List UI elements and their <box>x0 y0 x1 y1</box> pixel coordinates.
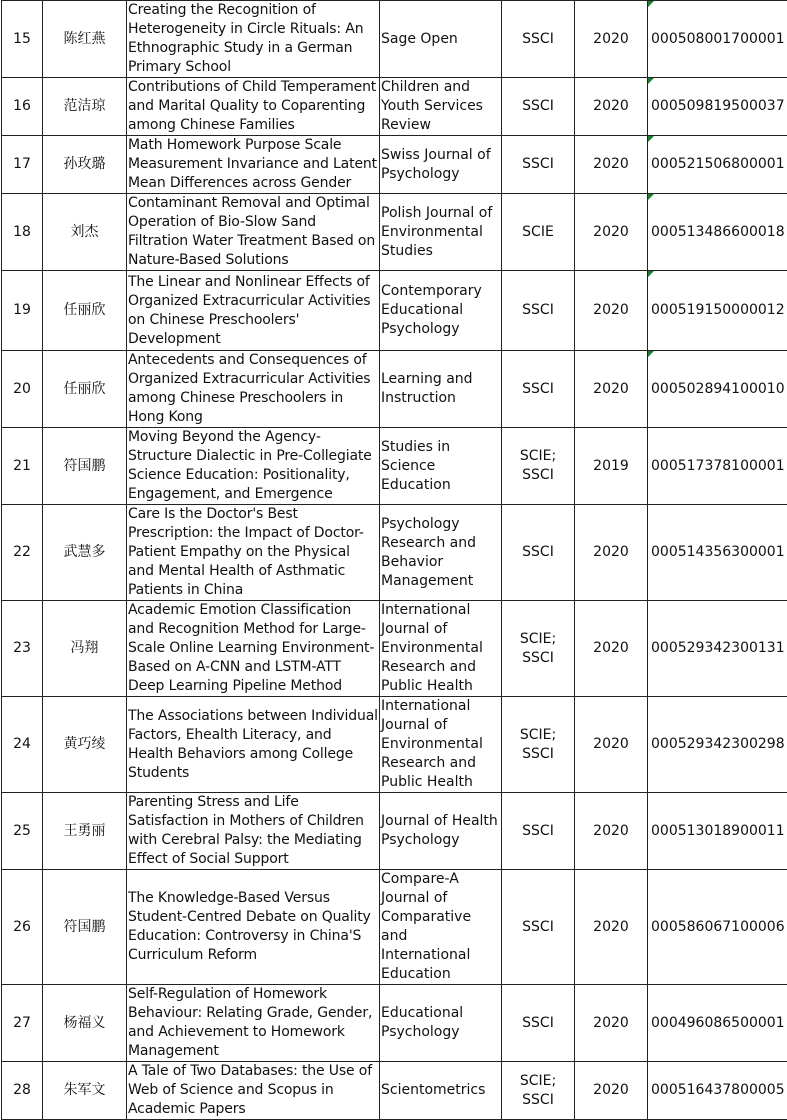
index-type: SCIE; SSCI <box>502 1062 575 1120</box>
row-number: 24 <box>2 697 43 793</box>
author-name: 黄巧绫 <box>43 697 127 793</box>
paper-title: Contributions of Child Temperament and Marital Quality to Coparenting among Chinese Families <box>127 78 380 136</box>
index-type: SCIE; SSCI <box>502 697 575 793</box>
journal-name: Sage Open <box>380 1 502 78</box>
row-number: 22 <box>2 505 43 601</box>
comment-indicator-icon <box>648 194 654 200</box>
accession-number: 000513486600018 <box>651 223 787 242</box>
index-type: SSCI <box>502 985 575 1062</box>
author-name: 刘杰 <box>43 194 127 271</box>
accession-number: 000514356300001 <box>651 543 787 562</box>
comment-indicator-icon <box>648 78 654 84</box>
index-type: SSCI <box>502 78 575 136</box>
author-name: 朱军文 <box>43 1062 127 1120</box>
accession-number: 000529342300131 <box>651 639 787 658</box>
author-name: 孙玫璐 <box>43 136 127 194</box>
accession-cell <box>648 136 787 194</box>
table-row <box>2 351 787 428</box>
index-type: SCIE; SSCI <box>502 601 575 697</box>
paper-title: Antecedents and Consequences of Organized Extracurricular Activities among Chinese Preschoolers in Hong Kong <box>127 351 380 428</box>
paper-title: The Knowledge-Based Versus Student-Centred Debate on Quality Education: Controversy in China'S Curriculum Reform <box>127 870 380 985</box>
publication-year: 2020 <box>575 271 648 351</box>
author-name: 符国鹏 <box>43 870 127 985</box>
table-row <box>2 428 787 505</box>
publication-year: 2020 <box>575 194 648 271</box>
accession-number: 000519150000012 <box>651 301 787 320</box>
row-number: 15 <box>2 1 43 78</box>
journal-name: Compare-A Journal of Comparative and International Education <box>380 870 502 985</box>
publication-year: 2020 <box>575 1 648 78</box>
paper-title: The Linear and Nonlinear Effects of Organized Extracurricular Activities on Chinese Preschoolers' Development <box>127 271 380 351</box>
accession-number: 000517378100001 <box>651 457 787 476</box>
row-number: 18 <box>2 194 43 271</box>
table-row <box>2 601 787 697</box>
author-name: 任丽欣 <box>43 351 127 428</box>
accession-cell <box>648 601 787 697</box>
row-number: 20 <box>2 351 43 428</box>
author-name: 任丽欣 <box>43 271 127 351</box>
row-number: 28 <box>2 1062 43 1120</box>
comment-indicator-icon <box>648 1 654 7</box>
accession-cell <box>648 428 787 505</box>
journal-name: Learning and Instruction <box>380 351 502 428</box>
author-name: 陈红燕 <box>43 1 127 78</box>
paper-title: Moving Beyond the Agency-Structure Dialectic in Pre-Collegiate Science Education: Positionality, Engagement, and Emergence <box>127 428 380 505</box>
row-number: 25 <box>2 793 43 870</box>
accession-cell <box>648 78 787 136</box>
index-type: SSCI <box>502 351 575 428</box>
table-row <box>2 1 787 78</box>
row-number: 19 <box>2 271 43 351</box>
journal-name: Scientometrics <box>380 1062 502 1120</box>
table-row <box>2 697 787 793</box>
publication-year: 2020 <box>575 136 648 194</box>
journal-name: International Journal of Environmental Research and Public Health <box>380 697 502 793</box>
comment-indicator-icon <box>648 351 654 357</box>
paper-title: The Associations between Individual Factors, Ehealth Literacy, and Health Behaviors among College Students <box>127 697 380 793</box>
table-row <box>2 505 787 601</box>
journal-name: Polish Journal of Environmental Studies <box>380 194 502 271</box>
paper-title: Math Homework Purpose Scale Measurement Invariance and Latent Mean Differences across Gender <box>127 136 380 194</box>
accession-number: 000508001700001 <box>651 30 787 49</box>
table-row <box>2 793 787 870</box>
accession-cell <box>648 1062 787 1120</box>
publication-year: 2020 <box>575 697 648 793</box>
index-type: SSCI <box>502 870 575 985</box>
index-type: SSCI <box>502 271 575 351</box>
journal-name: Studies in Science Education <box>380 428 502 505</box>
row-number: 16 <box>2 78 43 136</box>
journal-name: Swiss Journal of Psychology <box>380 136 502 194</box>
accession-cell <box>648 351 787 428</box>
row-number: 26 <box>2 870 43 985</box>
publication-year: 2020 <box>575 601 648 697</box>
accession-cell <box>648 505 787 601</box>
row-number: 23 <box>2 601 43 697</box>
publication-year: 2020 <box>575 78 648 136</box>
paper-title: Contaminant Removal and Optimal Operation of Bio-Slow Sand Filtration Water Treatment Based on Nature-Based Solutions <box>127 194 380 271</box>
accession-number: 000516437800005 <box>651 1081 787 1100</box>
accession-cell <box>648 870 787 985</box>
row-number: 21 <box>2 428 43 505</box>
accession-number: 000586067100006 <box>651 918 787 937</box>
author-name: 符国鹏 <box>43 428 127 505</box>
index-type: SSCI <box>502 505 575 601</box>
accession-number: 000513018900011 <box>651 822 787 841</box>
table-row <box>2 870 787 985</box>
paper-title: Self-Regulation of Homework Behaviour: Relating Grade, Gender, and Achievement to Homework Management <box>127 985 380 1062</box>
comment-indicator-icon <box>648 271 654 277</box>
journal-name: Contemporary Educational Psychology <box>380 271 502 351</box>
publication-year: 2020 <box>575 505 648 601</box>
paper-title: Academic Emotion Classification and Recognition Method for Large-Scale Online Learning Environment-Based on A-CNN and LSTM-ATT Deep Learning Pipeline Method <box>127 601 380 697</box>
paper-title: A Tale of Two Databases: the Use of Web of Science and Scopus in Academic Papers <box>127 1062 380 1120</box>
index-type: SSCI <box>502 1 575 78</box>
journal-name: Children and Youth Services Review <box>380 78 502 136</box>
publication-year: 2019 <box>575 428 648 505</box>
index-type: SCIE; SSCI <box>502 428 575 505</box>
accession-number: 000496086500001 <box>651 1014 787 1033</box>
accession-cell <box>648 1 787 78</box>
paper-title: Creating the Recognition of Heterogeneity in Circle Rituals: An Ethnographic Study in a German Primary School <box>127 1 380 78</box>
table-row <box>2 136 787 194</box>
table-row <box>2 194 787 271</box>
publication-table <box>1 0 787 1120</box>
journal-name: Journal of Health Psychology <box>380 793 502 870</box>
accession-cell <box>648 985 787 1062</box>
table-row <box>2 1062 787 1120</box>
author-name: 范洁琼 <box>43 78 127 136</box>
author-name: 武慧多 <box>43 505 127 601</box>
publication-year: 2020 <box>575 351 648 428</box>
row-number: 17 <box>2 136 43 194</box>
author-name: 王勇丽 <box>43 793 127 870</box>
index-type: SCIE <box>502 194 575 271</box>
publication-year: 2020 <box>575 870 648 985</box>
publication-year: 2020 <box>575 985 648 1062</box>
author-name: 冯翔 <box>43 601 127 697</box>
accession-cell <box>648 271 787 351</box>
accession-number: 000502894100010 <box>651 380 787 399</box>
author-name: 杨福义 <box>43 985 127 1062</box>
index-type: SSCI <box>502 793 575 870</box>
paper-title: Parenting Stress and Life Satisfaction in Mothers of Children with Cerebral Palsy: the Mediating Effect of Social Support <box>127 793 380 870</box>
paper-title: Care Is the Doctor's Best Prescription: the Impact of Doctor-Patient Empathy on the Physical and Mental Health of Asthmatic Patients in China <box>127 505 380 601</box>
accession-number: 000529342300298 <box>651 735 787 754</box>
index-type: SSCI <box>502 136 575 194</box>
journal-name: Psychology Research and Behavior Management <box>380 505 502 601</box>
comment-indicator-icon <box>648 136 654 142</box>
accession-cell <box>648 194 787 271</box>
journal-name: Educational Psychology <box>380 985 502 1062</box>
table-row <box>2 271 787 351</box>
publication-year: 2020 <box>575 1062 648 1120</box>
table-row <box>2 985 787 1062</box>
accession-cell <box>648 697 787 793</box>
row-number: 27 <box>2 985 43 1062</box>
journal-name: International Journal of Environmental Research and Public Health <box>380 601 502 697</box>
accession-cell <box>648 793 787 870</box>
table-row <box>2 78 787 136</box>
accession-number: 000521506800001 <box>651 155 787 174</box>
accession-number: 000509819500037 <box>651 97 787 116</box>
publication-year: 2020 <box>575 793 648 870</box>
